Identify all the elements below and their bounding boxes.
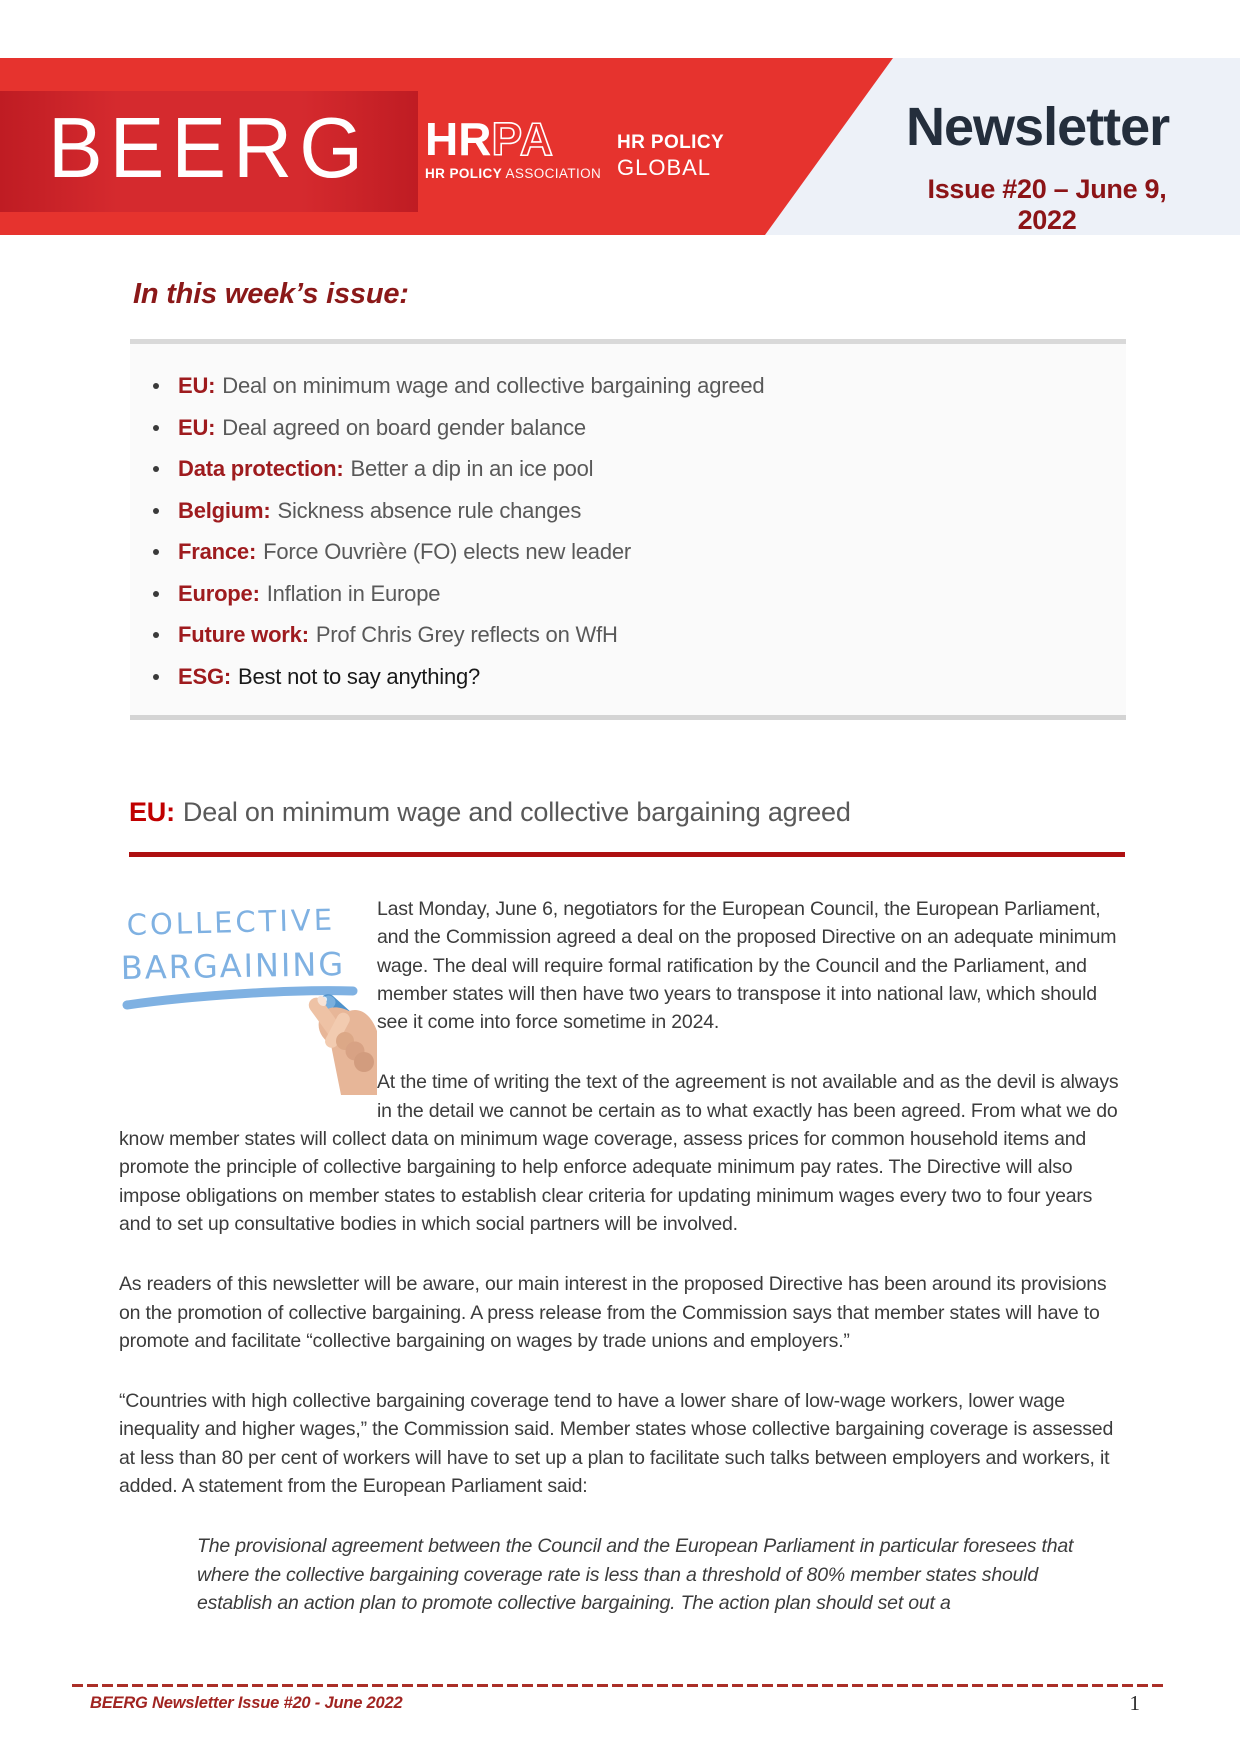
toc-item	[153, 537, 1096, 567]
toc-item-text: Sickness absence rule changes	[277, 497, 582, 523]
toc-item-label: Future work:	[178, 622, 309, 647]
hand-with-marker	[306, 991, 377, 1095]
toc-item-label: France:	[178, 539, 257, 564]
article-body	[119, 895, 1125, 1617]
toc-item-text: Inflation in Europe	[266, 580, 441, 606]
hrpa-acronym-outline: PA	[491, 113, 554, 165]
collective-bargaining-image	[119, 899, 377, 1099]
hrpa-logo	[425, 113, 602, 181]
toc-item-text: Best not to say anything?	[238, 663, 481, 689]
toc-item-text: Prof Chris Grey reflects on WfH	[315, 622, 618, 647]
toc-item	[153, 662, 1096, 692]
toc-item-text: Better a dip in an ice pool	[350, 456, 594, 481]
beerg-logo	[0, 91, 418, 212]
article-heading-label: EU:	[129, 797, 175, 827]
toc-item-label: EU:	[178, 373, 216, 398]
toc-item-label: EU:	[178, 414, 216, 440]
parliament-statement-quote: The provisional agreement between the Council and the European Parliament in particular foresees that where the collective bargaining coverage rate is less than a threshold of 80% member states should establish an action plan to promote collective bargaining. The action plan should set out a	[197, 1535, 1074, 1614]
page-number: 1	[1129, 1691, 1140, 1715]
hrpa-acronym-solid: HR	[425, 113, 492, 165]
toc-item-label: Europe:	[178, 580, 260, 606]
image-text-bargaining: BARGAINING	[120, 945, 346, 987]
hr-policy-global-line2: GLOBAL	[617, 155, 712, 180]
hand-with-marker-illustration	[119, 899, 377, 1095]
toc-item-text: Force Ouvrière (FO) elects new leader	[263, 539, 632, 564]
beerg-logo-text: BEERG	[47, 100, 371, 196]
hr-policy-global-logo	[617, 133, 724, 179]
heading-rule	[129, 852, 1125, 857]
toc-item-text: Deal on minimum wage and collective bargaining agreed	[222, 373, 765, 398]
hrpa-subtext-bold: HR POLICY	[425, 166, 503, 181]
toc-item	[153, 579, 1096, 609]
issue-line: Issue #20 – June 9, 2022	[927, 174, 1167, 235]
article-paragraph-3: As readers of this newsletter will be aware, our main interest in the proposed Directive has been around its provisions on the promotion of collective bargaining. A press release from the Commission says that member states will have to promote and facilitate “collective bargaining on wages by trade unions and employers.”	[119, 1273, 1107, 1352]
toc-list	[130, 344, 1126, 692]
toc-item-text: Deal agreed on board gender balance	[222, 414, 586, 440]
toc-item-label: ESG:	[178, 663, 231, 689]
hr-policy-global-line1: HR POLICY	[617, 132, 725, 153]
image-text-collective: COLLECTIVE	[126, 902, 336, 942]
article-heading-text: Deal on minimum wage and collective bargaining agreed	[182, 797, 851, 827]
newsletter-title: Newsletter	[906, 97, 1170, 157]
toc-item	[153, 620, 1096, 650]
toc-box	[130, 339, 1126, 720]
article-section	[119, 794, 1125, 1617]
hrpa-subtext-light: ASSOCIATION	[505, 166, 602, 181]
footer-text: BEERG Newsletter Issue #20 - June 2022	[90, 1694, 403, 1712]
article-heading	[129, 794, 1125, 830]
toc-item	[153, 496, 1096, 526]
hrpa-subtext	[425, 167, 601, 181]
article-paragraph-1: Last Monday, June 6, negotiators for the European Council, the European Parliament, and the Commission agreed a deal on the proposed Directive on an adequate minimum wage. The deal will require formal ratification by the Council and the Parliament, and member states will then have two years to transpose it into national law, which should see it come into force sometime in 2024.	[377, 898, 1117, 1034]
toc-item	[153, 454, 1096, 484]
article-paragraph-4: “Countries with high collective bargaining coverage tend to have a lower share of low-wage workers, lower wage inequality and higher wages,” the Commission said. Member states whose collective bargaining coverage is assessed at less than 80 per cent of workers will have to set up a plan to facilitate such talks between employers and workers, it added. A statement from the European Parliament said:	[119, 1390, 1114, 1498]
hrpa-acronym	[425, 113, 601, 165]
toc-item	[153, 371, 1096, 401]
toc-item	[153, 413, 1096, 443]
footer-rule	[72, 1684, 1167, 1687]
toc-heading: In this week’s issue:	[133, 278, 409, 310]
toc-item-label: Data protection:	[178, 456, 344, 481]
article-paragraph-2: At the time of writing the text of the agreement is not available and as the devil is always in the detail we cannot be certain as to what exactly has been agreed. From what we do know member states will collect data on minimum wage coverage, assess prices for common household items and promote the principle of collective bargaining to help enforce adequate minimum pay rates. The Directive will also impose obligations on member states to establish clear criteria for updating minimum wages every two to four years and to set up consultative bodies in which social partners will be involved.	[119, 1071, 1119, 1235]
toc-item-label: Belgium:	[178, 497, 271, 523]
